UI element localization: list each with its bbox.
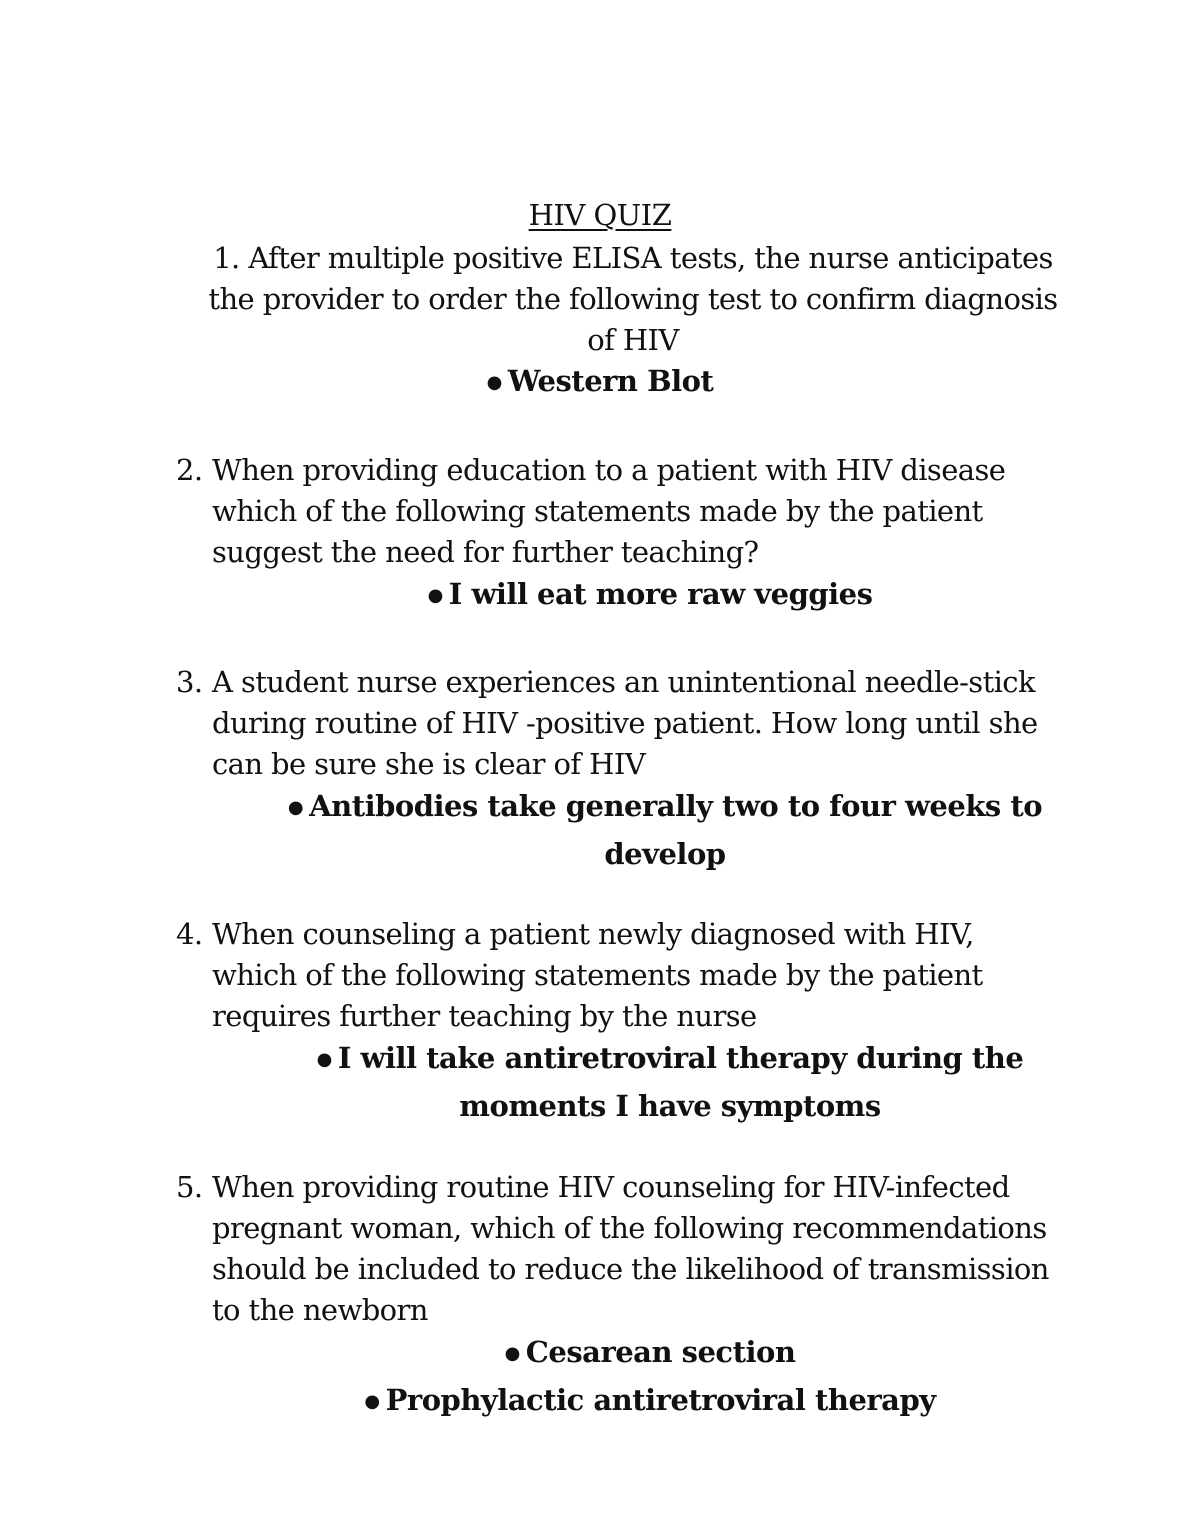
- answer-2: [50, 571, 1200, 619]
- bullet-icon: ●: [287, 797, 304, 818]
- question-text: After multiple positive ELISA tests, the nurse anticipates the provider to order the following test to confirm diagnosis of HIV: [208, 241, 1058, 357]
- question-text: A student nurse experiences an unintentional needle-stick during routine of HIV -positive patient. How long until she can be sure she is clear of HIV: [212, 665, 1038, 781]
- question-number: 5.: [176, 1170, 203, 1204]
- answer-text: I will take antiretroviral therapy during the moments I have symptoms: [337, 1041, 1024, 1123]
- question-4: [176, 914, 1036, 1037]
- question-5: [176, 1167, 1066, 1331]
- answer-1: [0, 358, 1200, 406]
- answer-text: Antibodies take generally two to four weeks to develop: [309, 789, 1043, 871]
- question-number: 2.: [176, 453, 203, 487]
- question-number: 3.: [176, 665, 203, 699]
- bullet-icon: ●: [427, 585, 443, 606]
- question-3: [176, 662, 1066, 785]
- quiz-title: HIV QUIZ: [528, 198, 672, 232]
- question-text: When providing routine HIV counseling for HIV-infected pregnant woman, which of the following recommendations should be included to reduce the likelihood of transmission to the newborn: [212, 1170, 1049, 1327]
- answer-3: [245, 783, 1085, 877]
- question-text: When providing education to a patient with HIV disease which of the following statements made by the patient suggest the need for further teaching?: [212, 453, 1006, 569]
- answer-5b: [50, 1377, 1200, 1425]
- question-1: [198, 238, 1068, 361]
- answer-text: I will eat more raw veggies: [448, 577, 873, 611]
- answer-text: Western Blot: [507, 364, 714, 398]
- answer-4: [265, 1035, 1075, 1129]
- answer-text: Cesarean section: [525, 1335, 796, 1369]
- bullet-icon: ●: [504, 1343, 520, 1364]
- answer-5a: [50, 1329, 1200, 1377]
- question-number: 4.: [176, 917, 203, 951]
- bullet-icon: ●: [316, 1049, 332, 1070]
- question-2: [176, 450, 1056, 573]
- bullet-icon: ●: [486, 372, 502, 393]
- bullet-icon: ●: [364, 1391, 380, 1412]
- question-text: When counseling a patient newly diagnosed with HIV, which of the following statements made by the patient requires further teaching by the nurse: [212, 917, 983, 1033]
- question-number: 1.: [213, 241, 240, 275]
- answer-text: Prophylactic antiretroviral therapy: [385, 1383, 936, 1417]
